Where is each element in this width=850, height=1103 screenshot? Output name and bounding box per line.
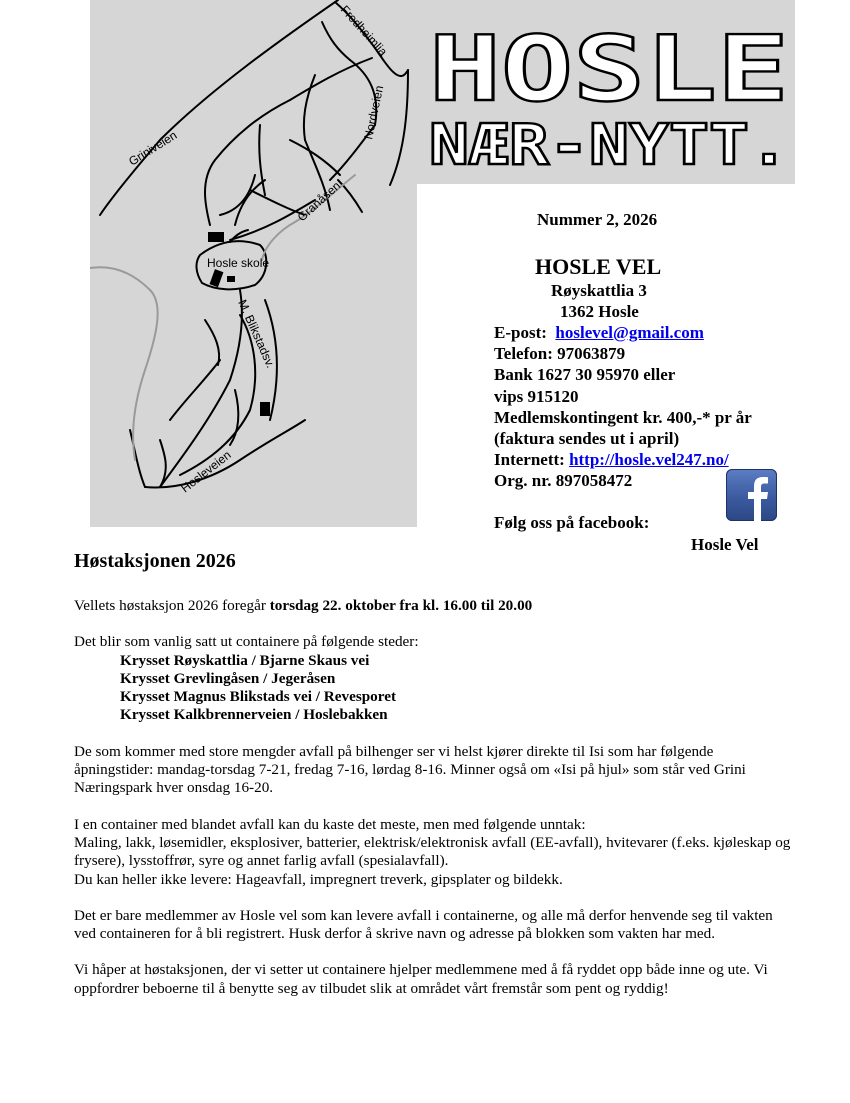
label-griniveien: Griniveien — [126, 128, 180, 169]
masthead-naer-nytt: NÆR-NYTT. — [429, 113, 789, 178]
article-title: Høstaksjonen 2026 — [74, 550, 236, 572]
contact-info — [494, 322, 752, 492]
org-street: Røyskattlia 3 — [551, 281, 647, 300]
invoice-line: (faktura sendes ut i april) — [494, 429, 680, 449]
issue-number: Nummer 2, 2026 — [537, 210, 658, 229]
location-item: Krysset Magnus Blikstads vei / Revesporet — [120, 688, 397, 706]
location-item: Krysset Kalkbrennerveien / Hoslebakken — [120, 706, 388, 724]
label-nordveien: Nordveien — [361, 84, 387, 141]
phone-line: Telefon: 97063879 — [494, 344, 626, 364]
bank-line: Bank 1627 30 95970 eller — [494, 365, 676, 385]
paragraph-date — [74, 597, 794, 615]
exceptions-intro: I en container med blandet avfall kan du kaste det meste, men med følgende unntak: — [74, 815, 586, 833]
internet-label: Internett: — [494, 450, 565, 470]
location-item: Krysset Grevlingåsen / Jegeråsen — [120, 669, 336, 687]
internet-line — [494, 449, 752, 470]
location-item: Krysset Røyskattlia / Bjarne Skaus vei — [120, 651, 370, 669]
email-link[interactable]: hoslevel@gmail.com — [555, 323, 704, 342]
label-granasen: Granåsen — [294, 178, 344, 225]
paragraph-closing: Vi håper at høstaksjonen, der vi setter ut containere hjelper medlemmene med å få ryddet opp både inne og ute. Vi oppfordrer beboerne til å benytte seg av tilbudet slik at området vårt fremstår som pent og ryddig! — [74, 961, 768, 997]
website-link[interactable]: http://hosle.vel247.no/ — [569, 450, 729, 470]
masthead-logo — [417, 0, 795, 184]
label-fredheimlia: Fredheimlia — [337, 2, 391, 59]
masthead — [417, 0, 795, 184]
event-date: torsdag 22. oktober fra kl. 16.00 til 20.00 — [269, 597, 533, 614]
org-postal: 1362 Hosle — [560, 302, 639, 321]
date-intro: Vellets høstaksjon 2026 foregår — [74, 597, 270, 614]
masthead-hosle: HOSLE — [429, 17, 789, 122]
paragraph-members: Det er bare medlemmer av Hosle vel som kan levere avfall i containerne, og alle må derfor henvende seg til vakten ved containeren for å bli registrert. Husk derfor å skrive navn og adresse på blokken som vakten har med. — [74, 906, 773, 943]
paragraph-locations — [74, 633, 794, 724]
article-body — [74, 597, 794, 1016]
label-blikstadsv: M. Blikstadsv. — [235, 297, 278, 371]
org-name: HOSLE VEL — [535, 254, 662, 279]
email-line — [494, 322, 752, 343]
facebook-page-name: Hosle Vel — [691, 535, 759, 554]
facebook-label: Følg oss på facebook: — [494, 513, 650, 532]
label-hosleveien: Hosleveien — [178, 447, 234, 496]
facebook-icon[interactable] — [726, 469, 777, 521]
fee-line: Medlemskontingent kr. 400,-* pr år — [494, 407, 752, 427]
paragraph-exceptions — [74, 816, 794, 889]
email-label: E-post: — [494, 323, 547, 342]
not-accepted: Du kan heller ikke levere: Hageavfall, impregnert treverk, gipsplater og bildekk. — [74, 870, 563, 888]
locations-intro: Det blir som vanlig satt ut containere på følgende steder: — [74, 633, 419, 651]
orgnr-line: Org. nr. 897058472 — [494, 471, 633, 491]
paragraph-isi: De som kommer med store mengder avfall på bilhenger ser vi helst kjører direkte til Isi som har følgende åpningstider: mandag-torsdag 7-21, fredag 7-16, lørdag 8-16. Minner også om «Isi på hjul» som står ved Grini Næringspark hver onsdag 16-20. — [74, 742, 746, 797]
exceptions-list: Maling, lakk, løsemidler, eksplosiver, batterier, elektrisk/elektronisk avfall (EE-avfall), hvitevarer (f.eks. kjøleskap og frysere), lysstoffrør, syre og annet farlig avfall (spesialavfall). — [74, 833, 791, 870]
road-map-drawing — [90, 0, 417, 527]
area-map — [90, 0, 417, 527]
label-hosle-skole: Hosle skole — [207, 256, 270, 270]
vips-line: vips 915120 — [494, 386, 579, 406]
